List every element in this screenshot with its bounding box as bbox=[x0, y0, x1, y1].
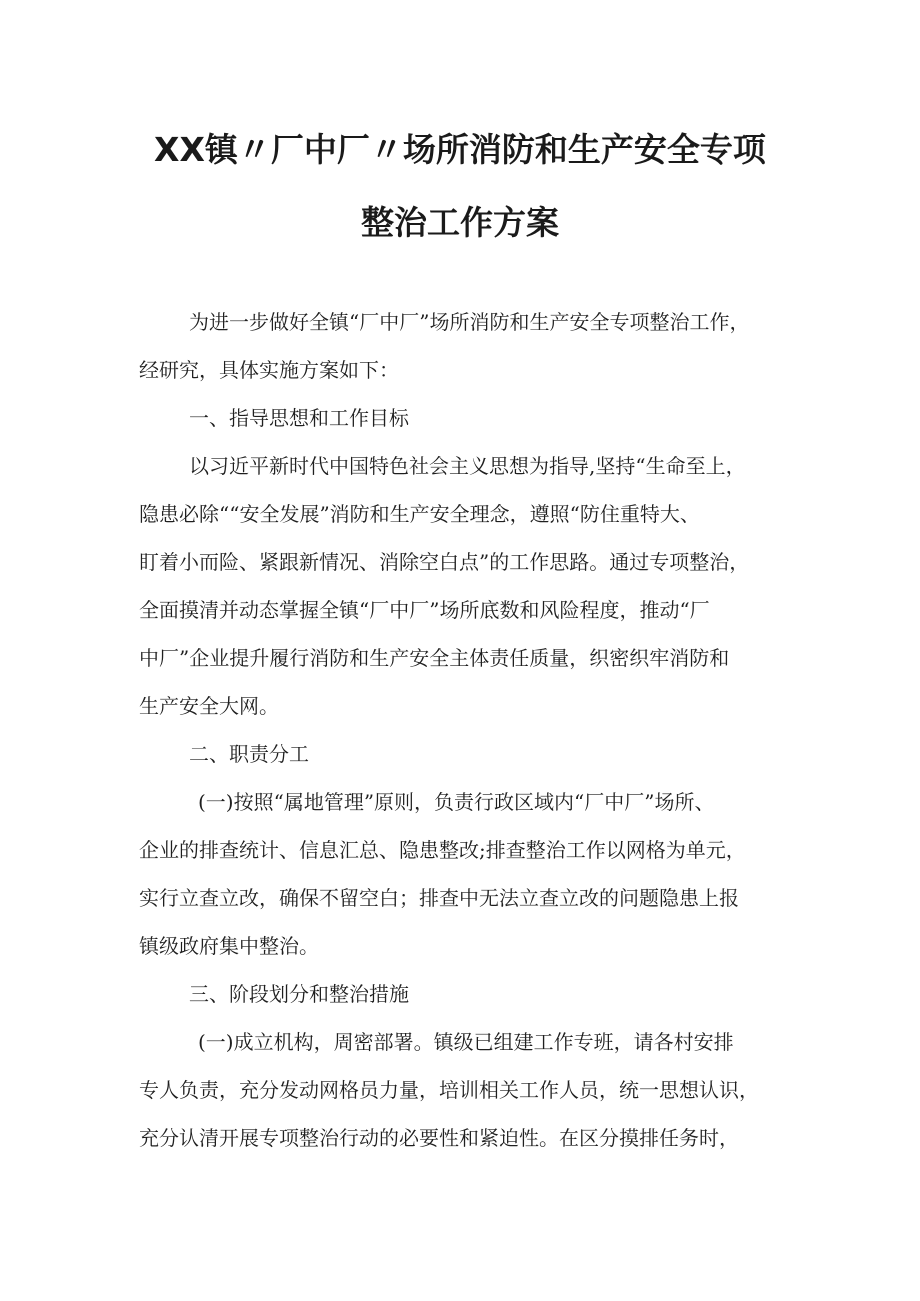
section-heading-1: 一、指导思想和工作目标 bbox=[189, 406, 409, 430]
paragraph-guideline-line-6: 生产安全大网。 bbox=[139, 694, 279, 718]
paragraph-intro-line-1: 为进一步做好全镇“厂中厂”场所消防和生产安全专项整治工作， bbox=[189, 310, 750, 334]
paragraph-guideline-line-3: 盯着小而险、紧跟新情况、消除空白点”的工作思路。通过专项整治， bbox=[139, 550, 750, 574]
section-heading-2: 二、职责分工 bbox=[189, 742, 309, 766]
document-title-line-2: 整治工作方案 bbox=[361, 203, 559, 242]
paragraph-guideline-line-1: 以习近平新时代中国特色社会主义思想为指导,坚持“生命至上， bbox=[189, 454, 746, 478]
paragraph-guideline-line-4: 全面摸清并动态掌握全镇“厂中厂”场所底数和风险程度，推动“厂 bbox=[139, 598, 710, 622]
paragraph-guideline-line-2: 隐患必除““安全发展”消防和生产安全理念，遵照“防住重特大、 bbox=[139, 502, 700, 526]
paragraph-duties-line-4: 镇级政府集中整治。 bbox=[139, 934, 319, 958]
paragraph-duties-line-3: 实行立查立改，确保不留空白；排查中无法立查立改的问题隐患上报 bbox=[139, 886, 739, 910]
paragraph-intro-line-2: 经研究，具体实施方案如下： bbox=[139, 358, 399, 382]
paragraph-phase-line-3: 充分认清开展专项整治行动的必要性和紧迫性。在区分摸排任务时， bbox=[139, 1126, 739, 1150]
paragraph-phase-line-1: (一)成立机构，周密部署。镇级已组建工作专班，请各村安排 bbox=[198, 1030, 734, 1054]
paragraph-guideline-line-5: 中厂”企业提升履行消防和生产安全主体责任质量，织密织牢消防和 bbox=[139, 646, 730, 670]
paragraph-phase-line-2: 专人负责，充分发动网格员力量，培训相关工作人员，统一思想认识， bbox=[139, 1078, 759, 1102]
paragraph-duties-line-2: 企业的排查统计、信息汇总、隐患整改;排查整治工作以网格为单元， bbox=[139, 838, 746, 862]
section-heading-3: 三、阶段划分和整治措施 bbox=[189, 982, 409, 1006]
document-title-line-1: XX镇〃厂中厂〃场所消防和生产安全专项 bbox=[154, 130, 766, 169]
paragraph-duties-line-1: (一)按照“属地管理”原则，负责行政区域内“厂中厂”场所、 bbox=[198, 790, 715, 814]
